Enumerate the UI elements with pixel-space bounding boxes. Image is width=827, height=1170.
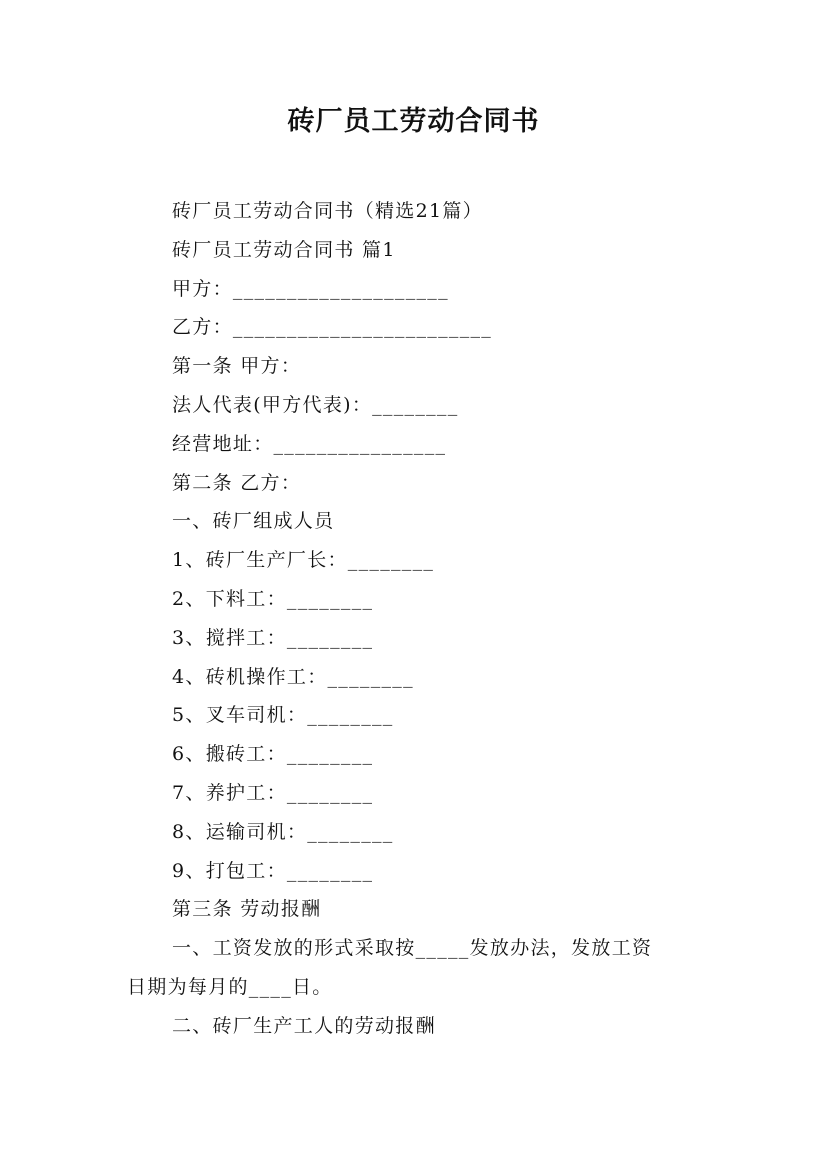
paragraph-line: 6、搬砖工：________ (172, 743, 374, 766)
paragraph-line: 第三条 劳动报酬 (172, 898, 322, 921)
paragraph-line: 9、打包工：________ (172, 859, 374, 882)
paragraph-line: 1、砖厂生产厂长：________ (172, 549, 435, 572)
paragraph-line: 4、砖机操作工：________ (172, 665, 414, 688)
paragraph-line: 7、养护工：________ (172, 781, 374, 804)
paragraph-line: 3、搅拌工：________ (172, 626, 374, 649)
paragraph-line: 8、运输司机：________ (172, 820, 394, 843)
paragraph-line: 砖厂员工劳动合同书（精选21篇） (172, 200, 483, 222)
paragraph-line: 砖厂员工劳动合同书 篇1 (172, 238, 396, 261)
paragraph-line: 2、下料工：________ (172, 587, 374, 610)
paragraph-line: 二、砖厂生产工人的劳动报酬 (172, 1014, 436, 1037)
document-title: 砖厂员工劳动合同书 (287, 106, 540, 137)
paragraph-line: 经营地址：________________ (172, 432, 447, 455)
paragraph-line: 乙方：________________________ (172, 316, 493, 339)
paragraph-line: 法人代表(甲方代表)：________ (172, 393, 459, 416)
paragraph-line: 一、工资发放的形式采取按_____发放办法，发放工资 (172, 937, 653, 960)
paragraph-line: 一、砖厂组成人员 (172, 510, 335, 533)
paragraph-line: 5、叉车司机：________ (172, 704, 394, 727)
paragraph-line: 第一条 甲方： (172, 355, 302, 378)
paragraph-line: 日期为每月的____日。 (127, 975, 333, 998)
paragraph-line: 甲方：____________________ (172, 277, 449, 300)
paragraph-line: 第二条 乙方： (172, 471, 302, 494)
document-body (127, 192, 707, 1046)
